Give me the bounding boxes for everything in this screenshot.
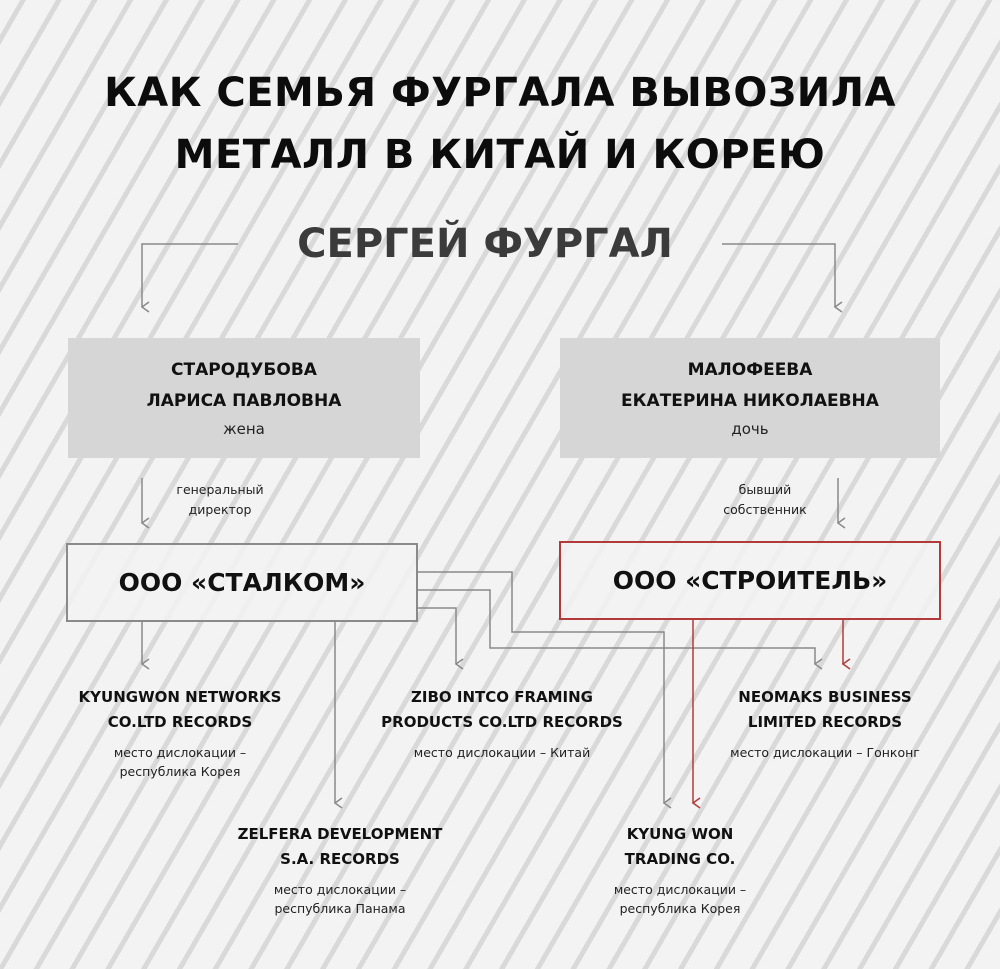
company-box-stroitel — [559, 541, 941, 620]
zelfera-location-line-2: республика Панама — [274, 901, 406, 916]
edge-root-to-wife — [142, 244, 238, 307]
zelfera-location-line-1: место дислокации – — [273, 882, 407, 897]
title-line-2: МЕТАЛЛ В КИТАЙ И КОРЕЮ — [174, 132, 826, 178]
person-box-daughter — [560, 338, 940, 458]
edge-root-to-daughter — [722, 244, 835, 307]
kyung-won-trading-location-line-2: республика Корея — [619, 901, 741, 916]
edge-label-daughter-line-2: собственник — [723, 502, 807, 517]
edge-label-wife-line-2: директор — [188, 502, 252, 517]
root-person-name: СЕРГЕЙ ФУРГАЛ — [297, 221, 673, 267]
neomaks-name-line-1: NEOMAKS BUSINESS — [738, 688, 912, 706]
person-box-wife — [68, 338, 420, 458]
kyungwon-networks-location-line-1: место дислокации – — [113, 745, 247, 760]
subsidiary-zibo — [342, 685, 662, 762]
wife-relation: жена — [223, 420, 265, 438]
wife-name-line-1: СТАРОДУБОВА — [171, 360, 317, 380]
subsidiary-neomaks — [690, 685, 960, 762]
daughter-name-line-2: ЕКАТЕРИНА НИКОЛАЕВНА — [621, 391, 879, 411]
zibo-name-line-2: PRODUCTS CO.LTD RECORDS — [381, 713, 623, 731]
edge-label-wife — [160, 480, 280, 520]
neomaks-name-line-2: LIMITED RECORDS — [747, 713, 903, 731]
edge-label-daughter — [705, 480, 825, 520]
daughter-relation: дочь — [731, 420, 769, 438]
edge-stalkom-to-zibo — [416, 608, 456, 664]
kyungwon-networks-name-line-1: KYUNGWON NETWORKS — [78, 688, 282, 706]
title-line-1: КАК СЕМЬЯ ФУРГАЛА ВЫВОЗИЛА — [104, 70, 896, 116]
neomaks-location-line-1: место дислокации – Гонконг — [730, 745, 920, 760]
zelfera-name-line-1: ZELFERA DEVELOPMENT — [237, 825, 443, 843]
subsidiary-kyungwon-networks — [40, 685, 320, 781]
diagram-title — [0, 62, 1000, 186]
kyungwon-networks-location-line-2: республика Корея — [119, 764, 241, 779]
zelfera-name-line-2: S.A. RECORDS — [280, 850, 400, 868]
edge-label-wife-line-1: генеральный — [176, 482, 264, 497]
kyung-won-trading-name-line-1: KYUNG WON — [626, 825, 734, 843]
kyung-won-trading-location-line-1: место дислокации – — [613, 882, 747, 897]
company-name-stroitel: ООО «СТРОИТЕЛЬ» — [612, 566, 888, 595]
kyungwon-networks-name-line-2: CO.LTD RECORDS — [107, 713, 253, 731]
kyung-won-trading-name-line-2: TRADING CO. — [624, 850, 736, 868]
zibo-name-line-1: ZIBO INTCO FRAMING — [411, 688, 593, 706]
wife-name-line-2: ЛАРИСА ПАВЛОВНА — [146, 391, 342, 411]
company-name-stalkom: ООО «СТАЛКОМ» — [118, 568, 366, 597]
edge-label-daughter-line-1: бывший — [738, 482, 792, 497]
subsidiary-zelfera — [200, 822, 480, 918]
zibo-location-line-1: место дислокации – Китай — [413, 745, 591, 760]
subsidiary-kyung-won-trading — [560, 822, 800, 918]
company-box-stalkom — [66, 543, 418, 622]
daughter-name-line-1: МАЛОФЕЕВА — [687, 360, 813, 380]
